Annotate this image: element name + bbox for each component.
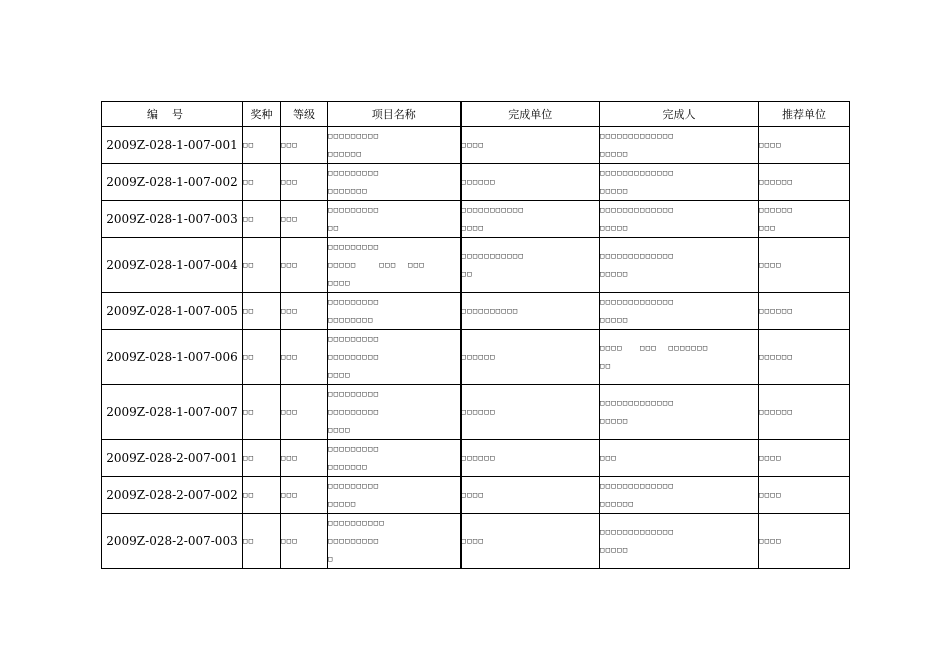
cell-award-type: □□	[243, 127, 281, 164]
cell-project-name-line: □□□□□□□□□	[328, 390, 380, 398]
cell-id: 2009Z-028-2-007-002	[102, 477, 243, 514]
cell-grade: □□□	[281, 164, 328, 201]
cell-recommender-line: □□□□	[759, 537, 782, 545]
header-row	[102, 102, 850, 127]
cell-project-name-line: □□□□□□□□	[328, 316, 374, 324]
cell-grade: □□□	[281, 127, 328, 164]
cell-unit-line: □□□□	[461, 224, 485, 232]
cell-people-line: □□□□□□□□□□□□□	[600, 169, 675, 177]
cell-recommender-line: □□□□□□	[759, 408, 794, 416]
cell-recommender-line: □□□□	[759, 141, 782, 149]
cell-award-type: □□	[243, 293, 281, 330]
cell-people-line: □□□□□	[600, 316, 629, 324]
cell-unit-line: □□□□□□	[461, 408, 496, 416]
cell-unit-line: □□□□	[461, 491, 485, 499]
cell-award-type: □□	[243, 201, 281, 238]
cell-unit	[461, 201, 600, 238]
cell-project-name	[328, 238, 461, 293]
cell-people	[600, 238, 759, 293]
cell-project-name	[328, 164, 461, 201]
cell-people-line: □□□□□	[600, 150, 629, 158]
cell-people-line: □□□□□	[600, 546, 629, 554]
cell-unit	[461, 238, 600, 293]
cell-grade: □□□	[281, 514, 328, 569]
cell-recommender-line: □□□	[759, 224, 777, 232]
cell-unit	[461, 514, 600, 569]
cell-project-name-line: □□□□□□□□□	[328, 408, 380, 416]
cell-project-name-line: □□□□	[328, 371, 351, 379]
header-recommender: 推荐单位	[759, 102, 850, 127]
cell-grade: □□□	[281, 440, 328, 477]
cell-id: 2009Z-028-2-007-003	[102, 514, 243, 569]
table-row	[102, 238, 850, 293]
cell-project-name-line: □□□□□□□□□	[328, 243, 380, 251]
cell-unit-line: □□	[461, 270, 473, 278]
cell-unit-line: □□□□□□	[461, 178, 496, 186]
header-award-type: 奖种	[243, 102, 281, 127]
cell-people-line: □□□□□□□□□□□□□	[600, 132, 675, 140]
cell-people	[600, 514, 759, 569]
cell-recommender-line: □□□□□□	[759, 206, 794, 214]
cell-award-type: □□	[243, 238, 281, 293]
cell-award-type: □□	[243, 477, 281, 514]
cell-project-name	[328, 330, 461, 385]
cell-people-line: □□	[600, 362, 612, 370]
table-row	[102, 514, 850, 569]
cell-people-line: □□□□□□□□□□□□□	[600, 252, 675, 260]
cell-unit-line: □□□□	[461, 141, 485, 149]
cell-project-name	[328, 440, 461, 477]
cell-grade: □□□	[281, 477, 328, 514]
cell-people-line: □□□□□	[600, 224, 629, 232]
cell-id: 2009Z-028-1-007-007	[102, 385, 243, 440]
cell-unit	[461, 477, 600, 514]
cell-grade: □□□	[281, 293, 328, 330]
cell-people	[600, 440, 759, 477]
cell-people	[600, 330, 759, 385]
cell-people	[600, 385, 759, 440]
cell-people-line: □□□□□□□□□□□□□	[600, 298, 675, 306]
cell-id: 2009Z-028-1-007-003	[102, 201, 243, 238]
cell-award-type: □□	[243, 164, 281, 201]
cell-grade: □□□	[281, 201, 328, 238]
cell-people-line: □□□□□□□□□□□□□	[600, 482, 675, 490]
cell-people-line: □□□	[600, 454, 618, 462]
table-row	[102, 127, 850, 164]
table-row	[102, 385, 850, 440]
cell-unit	[461, 330, 600, 385]
table-row	[102, 201, 850, 238]
cell-project-name	[328, 477, 461, 514]
cell-project-name-line: □□□□□□□□□	[328, 132, 380, 140]
cell-project-name-line: □□□□□ □□□ □□□	[328, 261, 426, 269]
cell-project-name-line: □	[328, 555, 334, 563]
cell-people-line: □□□□ □□□ □□□□□□□	[600, 344, 709, 352]
cell-project-name-line: □□□□□□□□□	[328, 298, 380, 306]
cell-recommender	[759, 164, 850, 201]
cell-grade: □□□	[281, 385, 328, 440]
cell-project-name-line: □□□□□□□□□	[328, 445, 380, 453]
cell-id: 2009Z-028-2-007-001	[102, 440, 243, 477]
cell-recommender	[759, 238, 850, 293]
cell-recommender	[759, 514, 850, 569]
cell-project-name-line: □□□□□□□□□	[328, 537, 380, 545]
cell-people	[600, 201, 759, 238]
cell-project-name	[328, 201, 461, 238]
table-row	[102, 477, 850, 514]
table-row	[102, 293, 850, 330]
table-body	[102, 127, 850, 569]
cell-award-type: □□	[243, 385, 281, 440]
cell-people	[600, 477, 759, 514]
cell-award-type: □□	[243, 330, 281, 385]
cell-recommender-line: □□□□	[759, 261, 782, 269]
header-id: 编号	[102, 102, 243, 127]
cell-unit-line: □□□□□□□□□□□	[461, 206, 525, 214]
cell-unit	[461, 385, 600, 440]
cell-unit	[461, 440, 600, 477]
cell-unit	[461, 293, 600, 330]
cell-recommender	[759, 477, 850, 514]
cell-recommender	[759, 440, 850, 477]
cell-unit-line: □□□□	[461, 537, 485, 545]
cell-project-name-line: □□□□□□	[328, 150, 363, 158]
cell-recommender-line: □□□□	[759, 491, 782, 499]
cell-recommender	[759, 127, 850, 164]
cell-recommender	[759, 201, 850, 238]
cell-people-line: □□□□□□□□□□□□□	[600, 528, 675, 536]
cell-project-name-line: □□□□□□□□□	[328, 169, 380, 177]
cell-recommender	[759, 330, 850, 385]
cell-project-name	[328, 293, 461, 330]
cell-people-line: □□□□□	[600, 417, 629, 425]
cell-project-name-line: □□□□	[328, 279, 351, 287]
cell-id: 2009Z-028-1-007-001	[102, 127, 243, 164]
cell-unit-line: □□□□□□□□□□□	[461, 252, 525, 260]
cell-award-type: □□	[243, 440, 281, 477]
cell-project-name-line: □□□□	[328, 426, 351, 434]
cell-unit-line: □□□□□□□□□□	[461, 307, 519, 315]
table-row	[102, 440, 850, 477]
cell-grade: □□□	[281, 330, 328, 385]
cell-people-line: □□□□□□□□□□□□□	[600, 399, 675, 407]
cell-people	[600, 164, 759, 201]
cell-people-line: □□□□□□□□□□□□□	[600, 206, 675, 214]
cell-project-name-line: □□□□□□□□□□	[328, 519, 386, 527]
cell-recommender-line: □□□□	[759, 454, 782, 462]
cell-project-name	[328, 385, 461, 440]
cell-project-name-line: □□□□□	[328, 500, 357, 508]
cell-unit	[461, 127, 600, 164]
header-project-name: 项目名称	[328, 102, 461, 127]
cell-people	[600, 293, 759, 330]
header-grade: 等级	[281, 102, 328, 127]
table-row	[102, 164, 850, 201]
cell-recommender-line: □□□□□□	[759, 353, 794, 361]
cell-id: 2009Z-028-1-007-006	[102, 330, 243, 385]
header-unit: 完成单位	[461, 102, 600, 127]
cell-unit	[461, 164, 600, 201]
cell-unit-line: □□□□□□	[461, 353, 496, 361]
cell-recommender-line: □□□□□□	[759, 307, 794, 315]
award-table	[101, 101, 850, 569]
cell-project-name-line: □□□□□□□□□	[328, 482, 380, 490]
cell-grade: □□□	[281, 238, 328, 293]
cell-project-name-line: □□□□□□□	[328, 463, 369, 471]
cell-id: 2009Z-028-1-007-005	[102, 293, 243, 330]
cell-people-line: □□□□□	[600, 270, 629, 278]
cell-project-name-line: □□□□□□□□□	[328, 335, 380, 343]
cell-project-name-line: □□	[328, 224, 340, 232]
cell-unit-line: □□□□□□	[461, 454, 496, 462]
cell-award-type: □□	[243, 514, 281, 569]
cell-recommender	[759, 385, 850, 440]
cell-project-name-line: □□□□□□□□□	[328, 353, 380, 361]
cell-recommender	[759, 293, 850, 330]
header-people: 完成人	[600, 102, 759, 127]
table-row	[102, 330, 850, 385]
cell-project-name	[328, 514, 461, 569]
cell-people-line: □□□□□	[600, 187, 629, 195]
cell-recommender-line: □□□□□□	[759, 178, 794, 186]
cell-project-name	[328, 127, 461, 164]
cell-project-name-line: □□□□□□□	[328, 187, 369, 195]
cell-id: 2009Z-028-1-007-002	[102, 164, 243, 201]
cell-id: 2009Z-028-1-007-004	[102, 238, 243, 293]
cell-project-name-line: □□□□□□□□□	[328, 206, 380, 214]
cell-people-line: □□□□□□	[600, 500, 635, 508]
cell-people	[600, 127, 759, 164]
